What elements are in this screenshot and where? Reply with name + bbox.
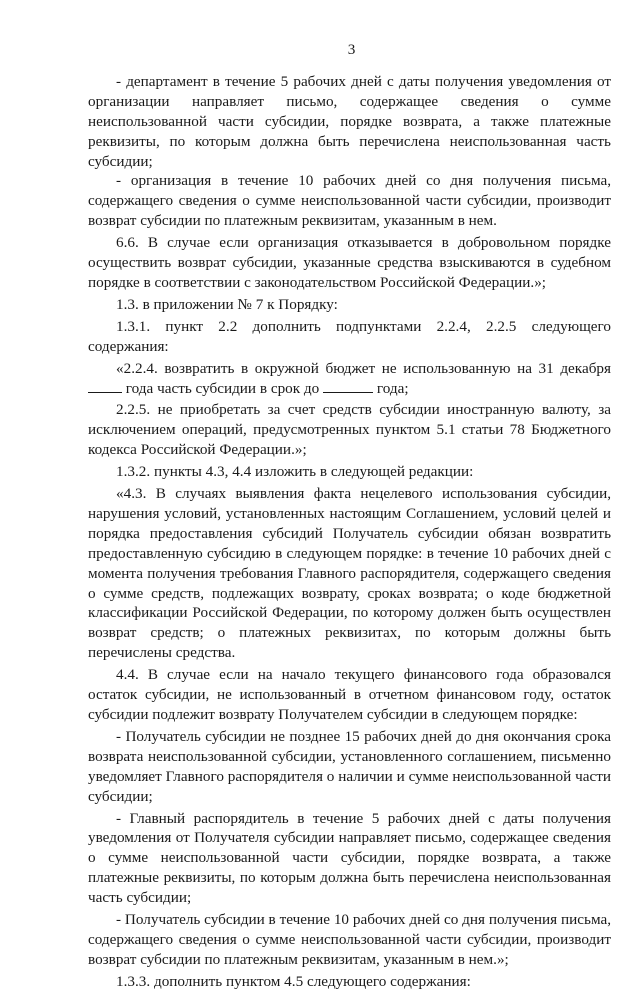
paragraph-6-6: 6.6. В случае если организация отказывается в добровольном порядке осуществить возврат субсидии, указанные средства взыскиваются в судебном порядке в соответствии с законодательством Российской Федерации.»; [88, 234, 611, 291]
paragraph-recipient-notice: - Получатель субсидии не позднее 15 рабочих дней до дня окончания срока возврата неиспользованной субсидии, установленного соглашением, письменно уведомляет Главного распорядителя о наличии и сумме неиспользованной части субсидии; [88, 727, 611, 805]
paragraph-1-3-3: 1.3.3. дополнить пунктом 4.5 следующего содержания: [116, 972, 471, 990]
paragraph-2-2-4 [88, 359, 611, 399]
paragraph-4-3: «4.3. В случаях выявления факта нецелевого использования субсидии, нарушения условий, установленных настоящим Соглашением, условий целей и порядка предоставления субсидий Получатель субсидии обязан возвратить предоставленную субсидию в следующем порядке: в течение 10 рабочих дней с момента получения требования Главного распорядителя, содержащего сведения о сумме средств, подлежащих возврату, сроках возврата; о коде бюджетной классификации Российской Федерации, по которому должен быть осуществлен возврат средств; о платежных реквизитах, по которым должны быть перечислены средства. [88, 485, 611, 662]
paragraph-1-3: 1.3. в приложении № 7 к Порядку: [116, 295, 338, 313]
paragraph-recipient-return: - Получатель субсидии в течение 10 рабочих дней со дня получения письма, содержащего сведения о сумме неиспользованной части субсидии, производит возврат субсидии по платежным реквизитам, указанным в нем.»; [88, 911, 611, 968]
document-page [88, 30, 611, 992]
paragraph-department-letter: - департамент в течение 5 рабочих дней с даты получения уведомления от организации направляет письмо, содержащее сведения о сумме неиспользованной части субсидии, порядке возврата, а также платежные реквизиты, по которым должна быть перечислена неиспользованная часть субсидии; [88, 72, 611, 170]
paragraph-1-3-2: 1.3.2. пункты 4.3, 4.4 изложить в следующей редакции: [116, 463, 474, 481]
page-number: 3 [347, 41, 356, 58]
paragraph-4-4: 4.4. В случае если на начало текущего финансового года образовался остаток субсидии, не использованный в отчетном финансовом году, остаток субсидии подлежит возврату Получателем субсидии в следующем порядке: [88, 666, 611, 723]
paragraph-2-2-4-text-1: «2.2.4. возвратить в окружной бюджет не использованную на 31 декабря [116, 359, 611, 377]
paragraph-distributor-letter: - Главный распорядитель в течение 5 рабочих дней с даты получения уведомления от Получателя субсидии направляет письмо, содержащее сведения о сумме неиспользованной части субсидии, порядке возврата, а также платежные реквизиты, по которым должна быть перечислена неиспользованная часть субсидии; [88, 809, 611, 907]
deadline-blank-field [323, 379, 373, 393]
paragraph-1-3-1: 1.3.1. пункт 2.2 дополнить подпунктами 2.2.4, 2.2.5 следующего содержания: [88, 317, 611, 355]
paragraph-2-2-5: 2.2.5. не приобретать за счет средств субсидии иностранную валюту, за исключением операций, предусмотренных пунктом 5.1 статьи 78 Бюджетного кодекса Российской Федерации.»; [88, 401, 611, 459]
year-blank-field [88, 379, 122, 393]
paragraph-organization-return: - организация в течение 10 рабочих дней со дня получения письма, содержащего сведения о сумме неиспользованной части субсидии, производит возврат субсидии по платежным реквизитам, указанным в нем. [88, 172, 611, 230]
paragraph-2-2-4-text-2: года часть субсидии в срок до [122, 379, 324, 397]
paragraph-2-2-4-text-3: года; [373, 379, 409, 397]
